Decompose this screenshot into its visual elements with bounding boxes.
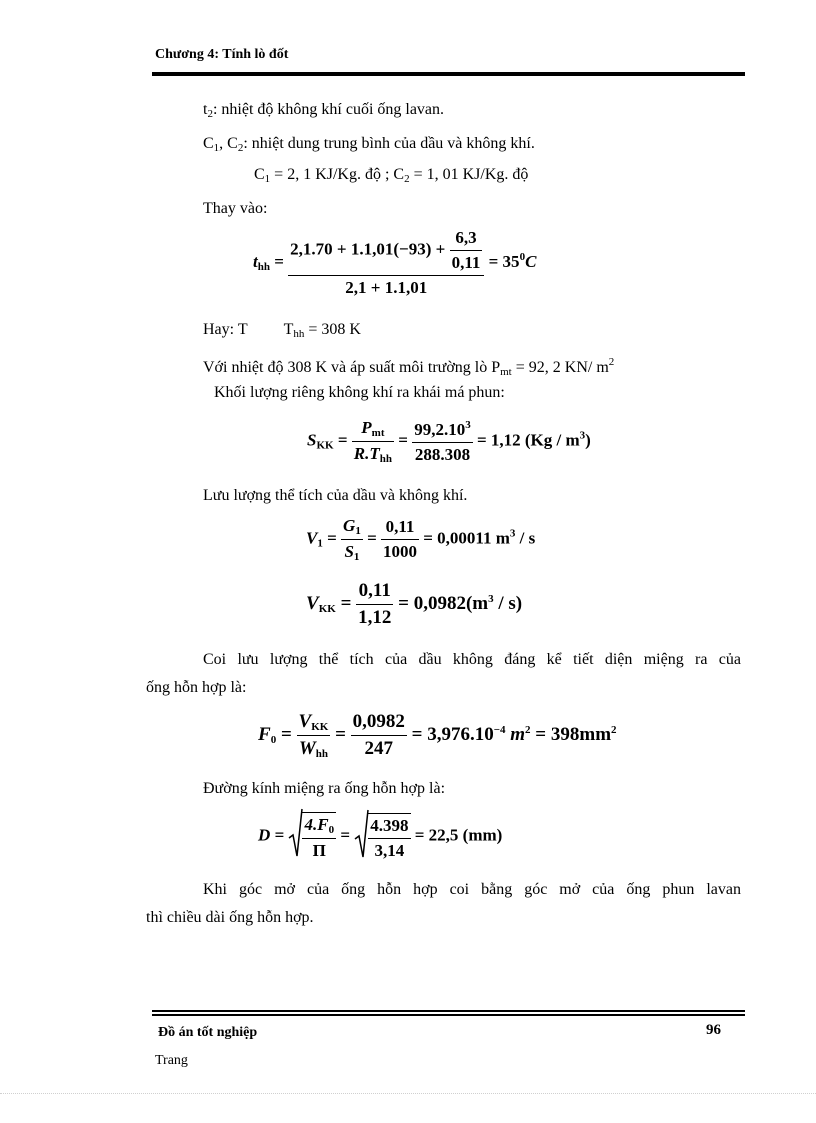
eq5-num1: V (298, 711, 312, 732)
eq3-den1-sub: 1 (353, 551, 360, 563)
eq3-num1: G (343, 516, 356, 535)
eq4-fraction (356, 580, 393, 629)
page-number: 96 (706, 1022, 721, 1038)
eq4-rhs: = 0,0982(m (398, 592, 489, 614)
eq6-num2: 4.398 (370, 815, 409, 835)
thh-value: = 308 K (304, 321, 361, 338)
eq2-fraction-1 (352, 418, 394, 465)
eq5-den1: W (298, 738, 316, 759)
var-thh-sub: hh (293, 328, 305, 340)
paragraph-goc-mo-line1: Khi góc mở của ống hỗn hợp coi bằng góc mở của ống phun lavan (203, 881, 741, 898)
eq2-den1: R.T (353, 444, 380, 463)
eq2-rhs-end: ) (585, 430, 591, 450)
eq5-lhs-sub: 0 (270, 733, 277, 746)
paragraph-c-values (254, 165, 528, 189)
paragraph-c-text: : nhiệt dung trung bình của dầu và không khí. (243, 135, 535, 152)
eq6-lhs: D = (258, 825, 285, 845)
eq3-fraction-2 (381, 517, 419, 562)
eq6-den1: Π (302, 838, 336, 861)
paragraph-khoi-luong: Khối lượng riêng không khí ra khái má phun: (214, 384, 505, 401)
eq3-num2: 0,11 (385, 517, 415, 536)
eq6-fraction-2 (368, 816, 410, 861)
equation-t-hh: $t_{hh}$ = 2,1.70 + 1.1,01(−93) + $\frac{6,3}{0,11}$ 2,1 + 1.1,01 = $35^0C$ (253, 228, 537, 297)
eq1-numerator: 2,1.70 + 1.1,01(−93) + (290, 239, 450, 259)
paragraph-goc-mo-line2: thì chiều dài ống hỗn hợp. (146, 909, 314, 926)
paragraph-luu-luong: Lưu lượng thể tích của dầu và không khí. (203, 487, 468, 504)
separator: , (219, 135, 228, 152)
hay-text: Hay: T (203, 321, 248, 338)
p6-text: Với nhiệt độ 308 K và áp suất môi trường lò P (203, 359, 501, 376)
eq1-denominator: 2,1 + 1.1,01 (288, 275, 484, 298)
eq1-lhs: t (253, 251, 258, 271)
eq6-rhs: = 22,5 (mm) (414, 825, 503, 845)
eq2-den2: 288.308 (412, 442, 473, 465)
equation-f0: $F_0$ = $\frac{V_{KK}}{W_{hh}}$ = $\frac{0,0982}{247}$ = $3,976.10^{-4}$ $m^2 = 398mm^2$ (258, 711, 617, 760)
eq4-num: 0,11 (358, 580, 391, 601)
eq2-rhs: = 1,12 (Kg / m (476, 430, 580, 450)
eq6-sqrt-1 (288, 812, 336, 861)
eq2-den1-sub: hh (379, 453, 393, 465)
eq5-lhs: F (258, 723, 271, 745)
c1-value: = 2, 1 KJ/Kg. độ ; (270, 166, 394, 183)
eq1-inner-num: 6,3 (455, 228, 477, 247)
paragraph-nhiet-do (203, 352, 614, 382)
paragraph-hay (203, 320, 361, 344)
eq1-rhs-sup: 0 (519, 250, 526, 263)
eq5-den2: 247 (351, 735, 407, 760)
eq6-num1-sub: 0 (328, 824, 335, 836)
equation-v1: $V_1$ = $\frac{G_1}{S_1}$ = $\frac{0,11}{1000}$ = 0,00011 $m^3$ / s (306, 516, 536, 563)
eq5-num2: 0,0982 (352, 711, 405, 732)
paragraph-thay-vao: Thay vào: (203, 200, 268, 217)
paragraph-t2 (203, 100, 444, 124)
eq3-rhs-sup: 3 (509, 527, 516, 540)
equation-d: D = $\frac{4.F_0}{\Pi}$ = $\frac{4.398}{3,14}$ = 22,5 (mm) (258, 812, 502, 861)
eq1-inner-fraction (450, 228, 483, 273)
page-bottom-dotted-line (0, 1093, 816, 1094)
var-c1: C (254, 166, 265, 183)
var-c1: C (203, 135, 214, 152)
p6-sub: mt (500, 366, 512, 378)
footer-rule-top (152, 1010, 745, 1012)
var-c1-sub: 1 (213, 142, 220, 154)
eq3-lhs: V (306, 528, 318, 548)
eq1-rhs-unit: C (525, 251, 537, 271)
eq5-fraction-2 (351, 711, 407, 760)
paragraph-coi-luu-luong-line1: Coi lưu lượng thể tích của dầu không đáng kể tiết diện miệng ra của (203, 651, 741, 668)
sqrt-sign-icon (354, 809, 370, 859)
eq5-rhs-end: = 398mm (530, 723, 612, 745)
var-thh: T (283, 321, 294, 338)
eq3-den1: S (344, 542, 354, 561)
footer-rule-bottom (152, 1014, 745, 1016)
var-t: t (203, 101, 208, 118)
eq5-rhs: = 3,976.10 (411, 723, 494, 745)
footer-title: Đồ án tốt nghiệp (158, 1025, 258, 1040)
eq2-num2-sup: 3 (465, 418, 471, 431)
eq2-rhs-sup: 3 (579, 429, 586, 442)
eq4-den: 1,12 (356, 604, 393, 629)
eq3-lhs-sub: 1 (317, 537, 323, 550)
eq4-lhs-sub: KK (318, 602, 336, 615)
var-c2: C (393, 166, 405, 183)
eq6-fraction-1 (302, 815, 336, 861)
eq4-lhs: V (306, 592, 319, 614)
eq1-inner-den: 0,11 (450, 250, 483, 273)
eq5-rhs-sup: −4 (493, 723, 506, 736)
eq4-rhs-end: / s) (493, 592, 523, 614)
eq3-fraction-1 (341, 516, 363, 563)
eq1-lhs-sub: hh (257, 260, 270, 273)
paragraph-coi-luu-luong-line2: ống hỗn hợp là: (146, 679, 247, 696)
eq3-rhs: = 0,00011 m (423, 528, 510, 548)
eq5-rhs-sup3: 2 (611, 723, 617, 736)
paragraph-duong-kinh: Đường kính miệng ra ống hỗn hợp là: (203, 780, 446, 797)
eq6-num1: 4.F (304, 815, 329, 834)
eq6-sqrt-2 (354, 813, 410, 861)
eq5-num1-sub: KK (311, 721, 329, 733)
eq2-fraction-2 (412, 419, 473, 465)
eq5-rhs-mid: m (505, 723, 526, 745)
paragraph-t2-text: : nhiệt độ không khí cuối ống lavan. (212, 101, 445, 118)
var-c1-sub: 1 (264, 173, 271, 185)
var-c2-sub: 2 (404, 173, 410, 185)
eq2-lhs-sub: KK (316, 439, 334, 452)
equation-s-kk: $S_{KK}$ = $\frac{P_{mt}}{R.T_{hh}}$ = $\frac{99,2.10^3}{288.308}$ = 1,12 $(Kg / m^3)$ (307, 418, 591, 465)
eq3-num1-sub: 1 (355, 525, 361, 537)
eq4-rhs-sup: 3 (488, 592, 494, 605)
eq2-lhs: S (307, 430, 317, 450)
p6-sup: 2 (608, 356, 615, 368)
eq5-rhs-sup2: 2 (525, 723, 531, 736)
c2-value: = 1, 01 KJ/Kg. độ (409, 166, 529, 183)
eq2-num1-sub: mt (371, 427, 385, 439)
var-c2: C (227, 135, 238, 152)
eq6-den2: 3,14 (368, 838, 410, 861)
eq5-fraction-1 (297, 711, 331, 760)
paragraph-c1-c2 (203, 134, 535, 158)
eq1-rhs: = 35 (488, 251, 520, 271)
header-rule (152, 72, 745, 76)
eq3-den2: 1000 (381, 539, 419, 562)
footer-trang: Trang (155, 1053, 188, 1068)
equation-v-kk: $V_{KK}$ = $\frac{0,11}{1,12}$ = $0,0982(m^3 / s)$ (306, 580, 523, 628)
var-t-sub: 2 (207, 108, 213, 120)
var-c2-sub: 2 (237, 142, 244, 154)
eq1-fraction (288, 228, 484, 298)
sqrt-sign-icon (288, 808, 304, 858)
eq2-num1: P (361, 418, 372, 437)
eq5-den1-sub: hh (315, 748, 328, 760)
eq3-rhs-end: / s (515, 528, 536, 548)
p6-value: = 92, 2 KN/ m (511, 359, 609, 376)
eq2-num2: 99,2.10 (414, 419, 466, 439)
page-header-title: Chương 4: Tính lò đốt (155, 47, 289, 62)
